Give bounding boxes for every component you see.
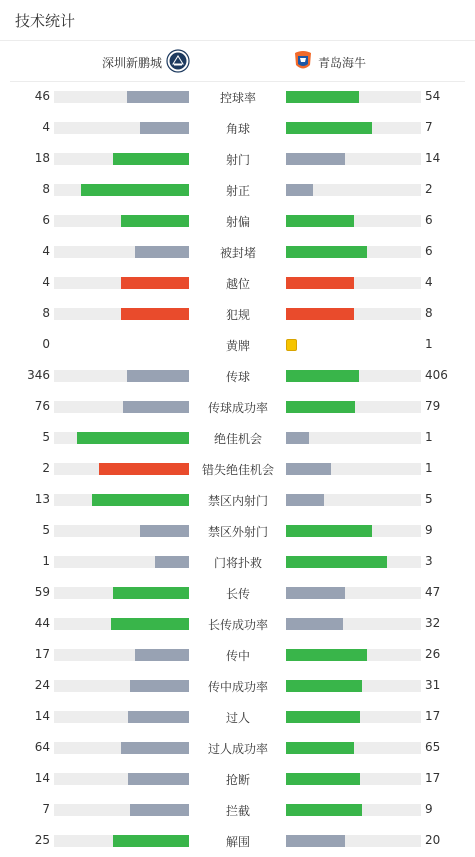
home-stat-bar-fill bbox=[127, 370, 189, 382]
stat-label: 过人成功率 bbox=[207, 742, 268, 756]
home-stat-bar bbox=[54, 556, 189, 568]
stat-row bbox=[0, 112, 475, 143]
home-stat-value: 5 bbox=[42, 523, 50, 537]
away-stat-bar bbox=[286, 587, 421, 599]
home-stat-bar-fill bbox=[99, 463, 189, 475]
away-stat-bar bbox=[286, 804, 421, 816]
away-stat-value: 8 bbox=[425, 306, 433, 320]
stat-row bbox=[0, 143, 475, 174]
home-stat-bar bbox=[54, 463, 189, 475]
away-stat-value: 1 bbox=[425, 461, 433, 475]
home-stat-value: 6 bbox=[42, 213, 50, 227]
stat-row bbox=[0, 825, 475, 856]
home-stat-value: 64 bbox=[34, 740, 50, 754]
yellow-card-icon bbox=[286, 339, 297, 351]
home-stat-bar bbox=[54, 680, 189, 692]
stat-label: 错失绝佳机会 bbox=[201, 463, 274, 477]
home-stat-bar-fill bbox=[81, 184, 189, 196]
stat-label: 射正 bbox=[225, 184, 250, 198]
home-stat-value: 18 bbox=[34, 151, 50, 165]
stat-row bbox=[0, 205, 475, 236]
home-stat-bar-fill bbox=[121, 308, 189, 320]
away-stat-value: 3 bbox=[425, 554, 433, 568]
stat-row bbox=[0, 515, 475, 546]
home-stat-value: 14 bbox=[34, 709, 50, 723]
home-stat-value: 24 bbox=[34, 678, 50, 692]
home-stat-bar-fill bbox=[121, 742, 189, 754]
away-stat-bar bbox=[286, 680, 421, 692]
away-stat-bar-fill bbox=[286, 246, 367, 258]
home-stat-bar-fill bbox=[135, 649, 189, 661]
home-stat-bar bbox=[54, 773, 189, 785]
home-stat-bar-fill bbox=[77, 432, 189, 444]
away-stat-bar-fill bbox=[286, 587, 345, 599]
home-stat-bar bbox=[54, 308, 189, 320]
away-stat-bar bbox=[286, 401, 421, 413]
home-stat-bar bbox=[54, 432, 189, 444]
away-stat-bar bbox=[286, 463, 421, 475]
away-stat-bar bbox=[286, 556, 421, 568]
stat-label: 门将扑救 bbox=[213, 556, 262, 570]
away-stat-bar-fill bbox=[286, 370, 359, 382]
home-stat-bar-fill bbox=[140, 122, 189, 134]
stat-row bbox=[0, 763, 475, 794]
home-team-name: 深圳新鹏城 bbox=[102, 55, 163, 70]
home-stat-value: 4 bbox=[42, 244, 50, 258]
away-stat-bar-fill bbox=[286, 618, 343, 630]
home-stat-value: 46 bbox=[34, 89, 50, 103]
home-stat-bar-fill bbox=[113, 835, 189, 847]
home-stat-bar bbox=[54, 587, 189, 599]
away-stat-value: 7 bbox=[425, 120, 433, 134]
stat-label: 过人 bbox=[225, 711, 250, 725]
away-stat-value: 32 bbox=[425, 616, 441, 630]
away-stat-value: 79 bbox=[425, 399, 441, 413]
away-stat-value: 47 bbox=[425, 585, 441, 599]
away-stat-bar bbox=[286, 308, 421, 320]
home-stat-value: 25 bbox=[34, 833, 50, 847]
home-stat-value: 13 bbox=[34, 492, 50, 506]
home-stat-value: 1 bbox=[42, 554, 50, 568]
home-stat-bar bbox=[54, 401, 189, 413]
away-stat-value: 9 bbox=[425, 802, 433, 816]
stat-row bbox=[0, 608, 475, 639]
home-stat-bar bbox=[54, 91, 189, 103]
away-stat-value: 1 bbox=[425, 430, 433, 444]
stat-row bbox=[0, 670, 475, 701]
away-stat-bar-fill bbox=[286, 773, 360, 785]
home-stat-bar bbox=[54, 277, 189, 289]
home-stat-bar bbox=[54, 742, 189, 754]
away-stat-bar bbox=[286, 184, 421, 196]
stat-label: 传中 bbox=[225, 649, 250, 663]
home-stat-bar-fill bbox=[111, 618, 189, 630]
stat-label: 解围 bbox=[225, 835, 250, 849]
away-stat-value: 9 bbox=[425, 523, 433, 537]
home-stat-value: 8 bbox=[42, 182, 50, 196]
home-team-logo-icon bbox=[166, 49, 190, 76]
home-stat-value: 17 bbox=[34, 647, 50, 661]
home-stat-bar bbox=[54, 246, 189, 258]
away-stat-value: 6 bbox=[425, 213, 433, 227]
away-stat-bar bbox=[286, 277, 421, 289]
stat-row bbox=[0, 484, 475, 515]
home-stat-bar bbox=[54, 525, 189, 537]
home-stat-bar bbox=[54, 618, 189, 630]
stat-row bbox=[0, 577, 475, 608]
stat-row bbox=[0, 174, 475, 205]
home-stat-bar-fill bbox=[113, 153, 189, 165]
away-stat-bar-fill bbox=[286, 215, 354, 227]
away-stat-bar-fill bbox=[286, 494, 324, 506]
away-stat-bar bbox=[286, 432, 421, 444]
home-stat-bar bbox=[54, 184, 189, 196]
home-stat-bar bbox=[54, 804, 189, 816]
away-stat-value: 65 bbox=[425, 740, 441, 754]
away-stat-bar-fill bbox=[286, 556, 387, 568]
stat-label: 长传 bbox=[225, 587, 250, 601]
away-stat-bar-fill bbox=[286, 432, 309, 444]
home-stat-bar-fill bbox=[140, 525, 189, 537]
away-stat-value: 26 bbox=[425, 647, 441, 661]
away-stat-bar bbox=[286, 91, 421, 103]
away-team[interactable] bbox=[292, 50, 366, 74]
away-stat-value: 6 bbox=[425, 244, 433, 258]
away-team-name: 青岛海牛 bbox=[318, 55, 367, 70]
stat-label: 犯规 bbox=[225, 308, 250, 322]
away-stat-value: 4 bbox=[425, 275, 433, 289]
stat-label: 长传成功率 bbox=[207, 618, 268, 632]
away-stat-bar bbox=[286, 494, 421, 506]
home-stat-bar-fill bbox=[92, 494, 189, 506]
away-stat-bar-fill bbox=[286, 525, 372, 537]
stat-label: 黄牌 bbox=[225, 339, 250, 353]
away-stat-value: 54 bbox=[425, 89, 441, 103]
away-stat-value: 17 bbox=[425, 771, 441, 785]
home-stat-bar-fill bbox=[130, 680, 189, 692]
home-stat-bar-fill bbox=[127, 91, 189, 103]
away-stat-bar bbox=[286, 773, 421, 785]
away-stat-bar-fill bbox=[286, 711, 360, 723]
away-stat-bar-fill bbox=[286, 649, 367, 661]
away-stat-bar bbox=[286, 742, 421, 754]
home-stat-value: 4 bbox=[42, 275, 50, 289]
stat-row bbox=[0, 360, 475, 391]
away-stat-value: 406 bbox=[425, 368, 448, 382]
home-stat-value: 7 bbox=[42, 802, 50, 816]
away-stat-value: 20 bbox=[425, 833, 441, 847]
away-stat-bar bbox=[286, 618, 421, 630]
away-team-logo-icon bbox=[292, 49, 314, 76]
home-stat-bar-fill bbox=[113, 587, 189, 599]
away-stat-bar-fill bbox=[286, 463, 331, 475]
away-stat-bar bbox=[286, 711, 421, 723]
home-stat-bar-fill bbox=[128, 773, 189, 785]
home-stat-bar bbox=[54, 835, 189, 847]
away-stat-bar-fill bbox=[286, 277, 354, 289]
away-stat-bar bbox=[286, 649, 421, 661]
stat-row bbox=[0, 639, 475, 670]
away-stat-bar-fill bbox=[286, 680, 362, 692]
stat-label: 抢断 bbox=[225, 773, 250, 787]
stat-row bbox=[0, 546, 475, 577]
away-stat-bar bbox=[286, 153, 421, 165]
away-stat-value: 2 bbox=[425, 182, 433, 196]
home-stat-value: 4 bbox=[42, 120, 50, 134]
home-stat-bar bbox=[54, 649, 189, 661]
home-team[interactable] bbox=[102, 50, 190, 74]
away-stat-bar-fill bbox=[286, 804, 362, 816]
stat-label: 禁区内射门 bbox=[207, 494, 268, 508]
home-stat-bar-fill bbox=[155, 556, 189, 568]
stat-row bbox=[0, 236, 475, 267]
away-stat-bar bbox=[286, 835, 421, 847]
away-stat-bar-fill bbox=[286, 308, 354, 320]
stat-label: 拦截 bbox=[225, 804, 250, 818]
stat-label: 传球成功率 bbox=[207, 401, 268, 415]
stat-row bbox=[0, 453, 475, 484]
away-stat-bar bbox=[286, 370, 421, 382]
stat-label: 射偏 bbox=[225, 215, 250, 229]
stat-row bbox=[0, 391, 475, 422]
home-stat-bar-fill bbox=[123, 401, 189, 413]
home-stat-bar bbox=[54, 215, 189, 227]
away-stat-bar-fill bbox=[286, 835, 345, 847]
away-stat-bar-fill bbox=[286, 184, 313, 196]
home-stat-bar-fill bbox=[135, 246, 189, 258]
away-stat-bar-fill bbox=[286, 401, 355, 413]
away-stat-bar-fill bbox=[286, 91, 359, 103]
away-stat-bar-fill bbox=[286, 122, 372, 134]
stats-list bbox=[0, 81, 475, 856]
stat-row bbox=[0, 329, 475, 360]
stat-label: 控球率 bbox=[219, 91, 256, 105]
home-stat-bar bbox=[54, 122, 189, 134]
home-stat-bar-fill bbox=[130, 804, 189, 816]
stat-row bbox=[0, 732, 475, 763]
home-stat-bar-fill bbox=[128, 711, 189, 723]
stat-label: 传球 bbox=[225, 370, 250, 384]
stat-row bbox=[0, 701, 475, 732]
home-stat-value: 2 bbox=[42, 461, 50, 475]
home-stat-value: 0 bbox=[42, 337, 50, 351]
home-stat-bar bbox=[54, 711, 189, 723]
stat-label: 禁区外射门 bbox=[207, 525, 268, 539]
away-stat-value: 1 bbox=[425, 337, 433, 351]
stat-label: 被封堵 bbox=[219, 246, 256, 260]
away-stat-bar bbox=[286, 246, 421, 258]
away-stat-bar-fill bbox=[286, 742, 354, 754]
home-stat-value: 14 bbox=[34, 771, 50, 785]
home-stat-bar bbox=[54, 494, 189, 506]
stat-label: 传中成功率 bbox=[207, 680, 268, 694]
away-stat-bar-fill bbox=[286, 153, 345, 165]
page-title: 技术统计 bbox=[15, 12, 76, 30]
home-stat-bar-fill bbox=[121, 215, 189, 227]
away-stat-bar bbox=[286, 215, 421, 227]
away-stat-value: 31 bbox=[425, 678, 441, 692]
away-stat-value: 14 bbox=[425, 151, 441, 165]
home-stat-bar bbox=[54, 370, 189, 382]
stat-row bbox=[0, 267, 475, 298]
home-stat-value: 59 bbox=[34, 585, 50, 599]
home-stat-bar-fill bbox=[121, 277, 189, 289]
stat-label: 角球 bbox=[225, 122, 250, 136]
home-stat-value: 5 bbox=[42, 430, 50, 444]
away-stat-bar bbox=[286, 122, 421, 134]
stat-row bbox=[0, 81, 475, 112]
away-stat-bar bbox=[286, 525, 421, 537]
home-stat-value: 346 bbox=[27, 368, 50, 382]
away-stat-value: 17 bbox=[425, 709, 441, 723]
home-stat-value: 76 bbox=[34, 399, 50, 413]
stat-label: 绝佳机会 bbox=[213, 432, 262, 446]
stat-row bbox=[0, 298, 475, 329]
stat-row bbox=[0, 422, 475, 453]
home-stat-bar bbox=[54, 153, 189, 165]
header-divider bbox=[0, 40, 475, 41]
stat-label: 射门 bbox=[225, 153, 250, 167]
away-stat-value: 5 bbox=[425, 492, 433, 506]
home-stat-value: 8 bbox=[42, 306, 50, 320]
stat-label: 越位 bbox=[225, 277, 250, 291]
stat-row bbox=[0, 794, 475, 825]
home-stat-value: 44 bbox=[34, 616, 50, 630]
